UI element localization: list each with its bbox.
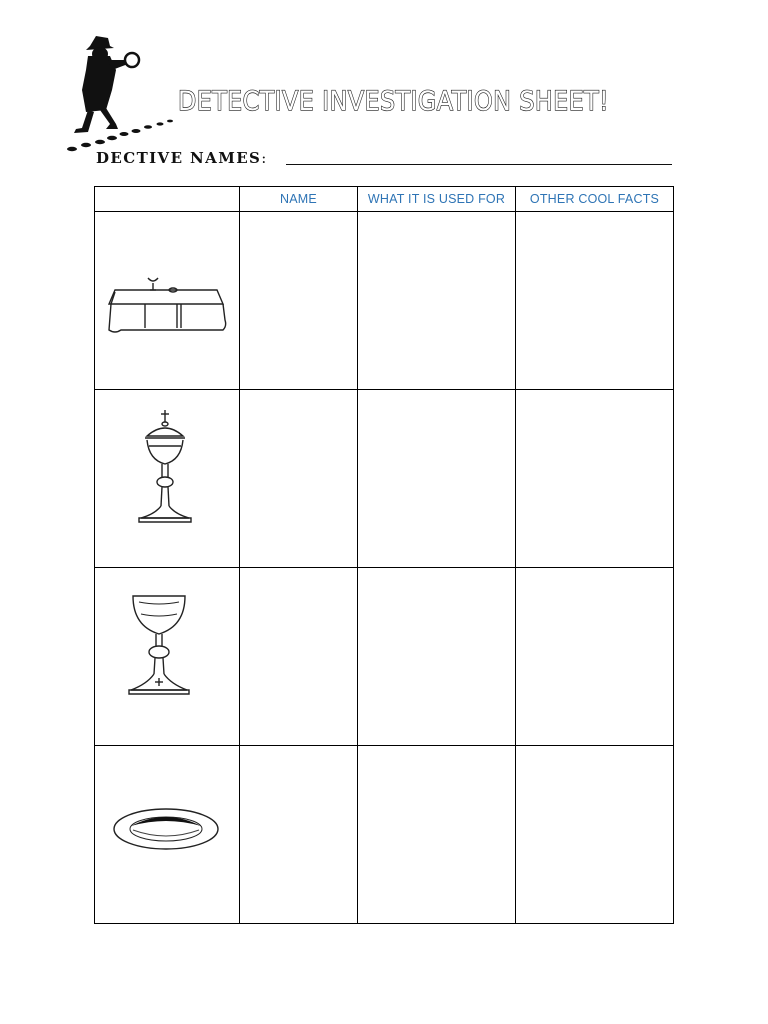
used-for-cell[interactable]	[358, 746, 516, 924]
table-row	[95, 390, 674, 568]
cool-facts-cell[interactable]	[516, 746, 674, 924]
cool-facts-cell[interactable]	[516, 390, 674, 568]
header-cool-facts: OTHER COOL FACTS	[516, 187, 674, 212]
ciborium-icon	[135, 408, 199, 532]
investigation-table	[94, 186, 674, 924]
item-image-cell	[95, 568, 240, 746]
table-row	[95, 746, 674, 924]
header-image-column	[95, 187, 240, 212]
names-label-text: DECTIVE NAMES	[96, 149, 262, 167]
item-image-cell	[95, 390, 240, 568]
name-cell[interactable]	[240, 568, 358, 746]
names-label	[96, 149, 266, 167]
table-header-row	[95, 187, 674, 212]
used-for-cell[interactable]	[358, 212, 516, 390]
paten-plate-icon	[111, 804, 221, 854]
chalice-icon	[125, 592, 195, 704]
page-title: DETECTIVE INVESTIGATION SHEET!	[178, 86, 610, 117]
altar-table-icon	[105, 270, 229, 336]
names-colon: :	[261, 149, 267, 167]
used-for-cell[interactable]	[358, 390, 516, 568]
header-used-for: WHAT IT IS USED FOR	[358, 187, 516, 212]
cool-facts-cell[interactable]	[516, 568, 674, 746]
header-name: NAME	[240, 187, 358, 212]
detective-with-magnifier-icon	[52, 30, 182, 155]
item-image-cell	[95, 212, 240, 390]
item-image-cell	[95, 746, 240, 924]
names-input-line[interactable]	[286, 164, 672, 165]
name-cell[interactable]	[240, 390, 358, 568]
table-row	[95, 568, 674, 746]
used-for-cell[interactable]	[358, 568, 516, 746]
table-row	[95, 212, 674, 390]
cool-facts-cell[interactable]	[516, 212, 674, 390]
name-cell[interactable]	[240, 746, 358, 924]
name-cell[interactable]	[240, 212, 358, 390]
